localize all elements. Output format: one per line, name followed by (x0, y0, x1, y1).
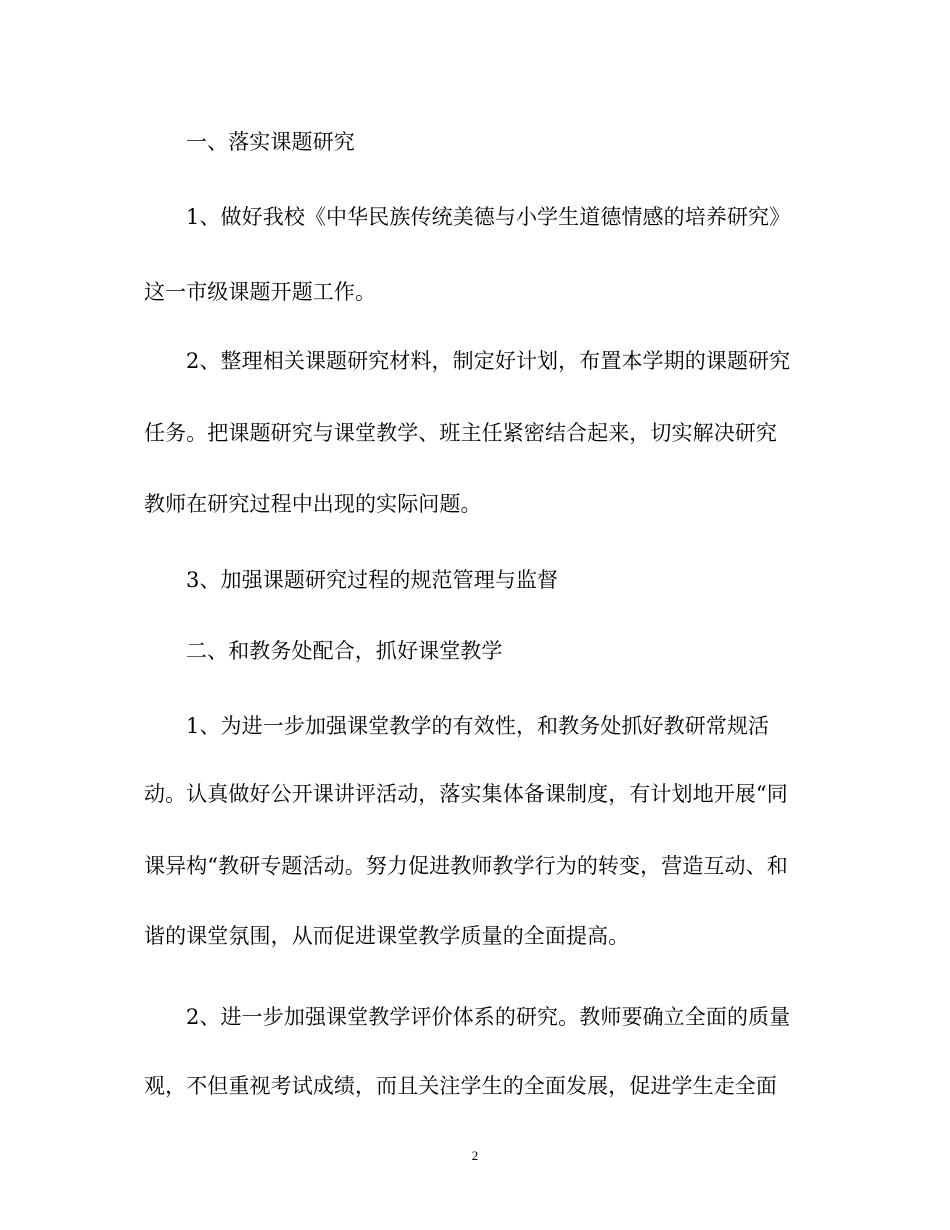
paragraph-line: 这一市级课题开题工作。 (144, 280, 377, 304)
section-heading-2: 二、和教务处配合，抓好课堂教学 (186, 639, 503, 663)
paragraph-line: 教师在研究过程中出现的实际问题。 (144, 492, 482, 516)
page-number: 2 (471, 1148, 479, 1163)
paragraph-line: 1、为进一步加强课堂教学的有效性，和教务处抓好教研常规活 (186, 714, 770, 738)
paragraph-line: 任务。把课题研究与课堂教学、班主任紧密结合起来，切实解决研究 (144, 421, 777, 445)
paragraph-line: 2、进一步加强课堂教学评价体系的研究。教师要确立全面的质量 (186, 1005, 791, 1029)
paragraph-line: 观，不但重视考试成绩，而且关注学生的全面发展，促进学生走全面 (144, 1074, 777, 1098)
paragraph-line: 1、做好我校《中华民族传统美德与小学生道德情感的培养研究》 (186, 205, 791, 229)
paragraph-line: 3、加强课题研究过程的规范管理与监督 (186, 568, 559, 592)
paragraph-line: 谐的课堂氛围，从而促进课堂教学质量的全面提高。 (144, 924, 630, 948)
paragraph-line: 课异构“教研专题活动。努力促进教师教学行为的转变，营造互动、和 (144, 854, 788, 878)
section-heading-1: 一、落实课题研究 (186, 130, 355, 154)
paragraph-line: 动。认真做好公开课讲评活动，落实集体备课制度，有计划地开展“同 (144, 782, 788, 806)
paragraph-line: 2、整理相关课题研究材料，制定好计划，布置本学期的课题研究 (186, 349, 791, 373)
